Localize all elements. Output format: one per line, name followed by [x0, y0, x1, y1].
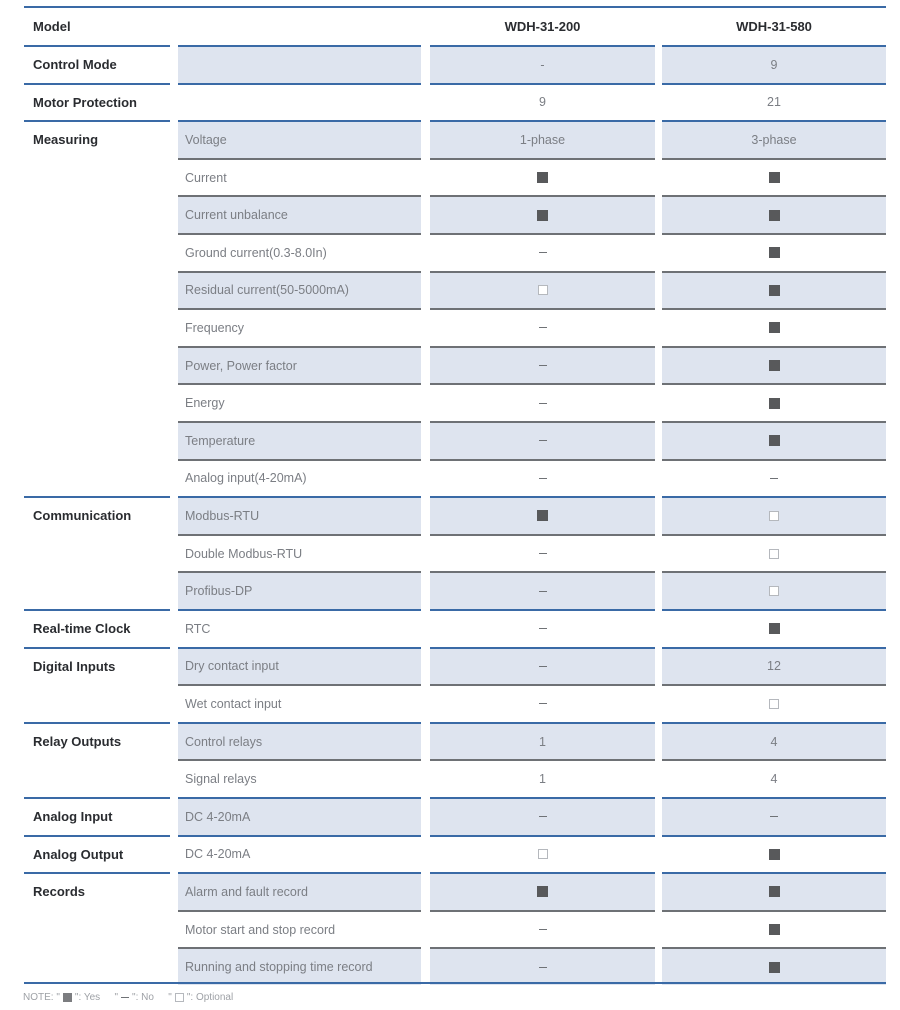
optional-square-icon: [175, 993, 184, 1002]
row-value-model-2: 4: [662, 759, 886, 797]
model-header-label: Model: [33, 19, 71, 34]
row-value-model-2: [662, 233, 886, 271]
no-dash-icon: [539, 703, 547, 704]
row-category: Digital Inputs: [24, 647, 170, 685]
row-value-model-1: [430, 421, 655, 459]
row-value-model-2: 3-phase: [662, 120, 886, 158]
no-dash-icon: [539, 591, 547, 592]
no-dash-icon: [539, 403, 547, 404]
row-feature: Motor start and stop record: [178, 910, 421, 948]
row-value-model-1: [430, 496, 655, 534]
row-category: [24, 195, 170, 233]
row-category: Records: [24, 872, 170, 910]
row-value-model-1: [430, 233, 655, 271]
optional-square-icon: [538, 849, 548, 859]
row-value-model-2: [662, 346, 886, 384]
row-value-model-1: [430, 609, 655, 647]
row-feature: Temperature: [178, 421, 421, 459]
optional-square-icon: [769, 699, 779, 709]
row-value-model-2: [662, 271, 886, 309]
no-dash-icon: [539, 252, 547, 253]
row-category: [24, 271, 170, 309]
row-value-model-2: 4: [662, 722, 886, 760]
row-category: Measuring: [24, 120, 170, 158]
row-value-model-2: [662, 534, 886, 572]
row-feature: Current unbalance: [178, 195, 421, 233]
yes-square-icon: [769, 247, 780, 258]
yes-square-icon: [537, 172, 548, 183]
row-category: [24, 308, 170, 346]
row-value-model-1: [430, 195, 655, 233]
row-category: [24, 947, 170, 985]
row-value-model-2: [662, 910, 886, 948]
row-value-model-1: [430, 158, 655, 196]
yes-square-icon: [769, 172, 780, 183]
model-header-1: WDH-31-200: [504, 19, 581, 34]
row-category: [24, 421, 170, 459]
row-value-model-1: [430, 383, 655, 421]
row-category: [24, 684, 170, 722]
row-feature: DC 4-20mA: [178, 797, 421, 835]
row-feature: Frequency: [178, 308, 421, 346]
no-dash-icon: [539, 365, 547, 366]
row-value-model-2: [662, 421, 886, 459]
yes-square-icon: [769, 435, 780, 446]
row-value-model-2: [662, 947, 886, 985]
yes-square-icon: [769, 849, 780, 860]
row-category: Control Mode: [24, 45, 170, 83]
row-value-model-2: [662, 872, 886, 910]
no-dash-icon: [539, 666, 547, 667]
row-feature: Double Modbus-RTU: [178, 534, 421, 572]
row-value-model-2: [662, 496, 886, 534]
row-feature: Residual current(50-5000mA): [178, 271, 421, 309]
row-value-model-1: [430, 947, 655, 985]
yes-square-icon: [769, 210, 780, 221]
row-value-model-2: [662, 383, 886, 421]
no-dash-icon: [539, 967, 547, 968]
yes-square-icon: [769, 322, 780, 333]
yes-square-icon: [769, 623, 780, 634]
yes-square-icon: [769, 398, 780, 409]
no-dash-icon: [770, 816, 778, 817]
yes-square-icon: [537, 210, 548, 221]
legend-note: NOTE: " ": Yes " ": No " ": Optional: [23, 992, 234, 1003]
row-category: [24, 383, 170, 421]
row-value-model-1: [430, 647, 655, 685]
optional-square-icon: [769, 549, 779, 559]
no-dash-icon: [539, 478, 547, 479]
no-dash-icon: [539, 327, 547, 328]
model-header-2: WDH-31-580: [736, 19, 812, 34]
optional-square-icon: [769, 511, 779, 521]
row-feature: Alarm and fault record: [178, 872, 421, 910]
row-value-model-2: 21: [662, 83, 886, 121]
row-category: Analog Input: [24, 797, 170, 835]
yes-square-icon: [769, 924, 780, 935]
row-category: [24, 158, 170, 196]
table-bottom-rule: [24, 982, 886, 984]
row-category: Motor Protection: [24, 83, 170, 121]
row-feature: Current: [178, 158, 421, 196]
row-value-model-2: 12: [662, 647, 886, 685]
row-feature: Profibus-DP: [178, 571, 421, 609]
no-dash-icon: [539, 628, 547, 629]
row-value-model-2: [662, 459, 886, 497]
row-category: [24, 459, 170, 497]
row-value-model-2: [662, 308, 886, 346]
row-category: [24, 346, 170, 384]
row-feature: Energy: [178, 383, 421, 421]
row-feature: Dry contact input: [178, 647, 421, 685]
row-feature: DC 4-20mA: [178, 835, 421, 873]
optional-square-icon: [769, 586, 779, 596]
yes-square-icon: [537, 510, 548, 521]
yes-square-icon: [537, 886, 548, 897]
row-feature: Analog input(4-20mA): [178, 459, 421, 497]
row-value-model-2: [662, 835, 886, 873]
row-value-model-2: [662, 684, 886, 722]
row-value-model-1: [430, 271, 655, 309]
row-feature: Ground current(0.3-8.0In): [178, 233, 421, 271]
row-value-model-1: 1: [430, 759, 655, 797]
row-value-model-1: [430, 910, 655, 948]
row-value-model-1: 1: [430, 722, 655, 760]
yes-square-icon: [769, 886, 780, 897]
row-category: Communication: [24, 496, 170, 534]
row-value-model-1: 9: [430, 83, 655, 121]
row-feature: Voltage: [178, 120, 421, 158]
row-category: [24, 571, 170, 609]
no-dash-icon: [539, 440, 547, 441]
row-category: [24, 759, 170, 797]
row-value-model-1: [430, 684, 655, 722]
row-value-model-1: [430, 835, 655, 873]
row-category: [24, 233, 170, 271]
row-value-model-1: [430, 797, 655, 835]
row-value-model-1: 1-phase: [430, 120, 655, 158]
row-feature: Signal relays: [178, 759, 421, 797]
row-value-model-1: [430, 872, 655, 910]
row-value-model-2: [662, 609, 886, 647]
row-category: Relay Outputs: [24, 722, 170, 760]
row-value-model-2: [662, 158, 886, 196]
row-value-model-1: [430, 346, 655, 384]
row-feature: Running and stopping time record: [178, 947, 421, 985]
row-feature: RTC: [178, 609, 421, 647]
no-dash-icon: [539, 929, 547, 930]
row-category: Analog Output: [24, 835, 170, 873]
yes-square-icon: [769, 962, 780, 973]
row-feature: [178, 83, 421, 121]
row-value-model-2: [662, 195, 886, 233]
no-dash-icon: [121, 997, 129, 998]
row-value-model-1: [430, 308, 655, 346]
yes-square-icon: [63, 993, 72, 1002]
row-value-model-1: [430, 459, 655, 497]
optional-square-icon: [538, 285, 548, 295]
row-feature: Modbus-RTU: [178, 496, 421, 534]
row-value-model-2: [662, 797, 886, 835]
row-value-model-1: [430, 534, 655, 572]
row-value-model-2: 9: [662, 45, 886, 83]
yes-square-icon: [769, 360, 780, 371]
row-category: [24, 534, 170, 572]
row-feature: Wet contact input: [178, 684, 421, 722]
row-category: [24, 910, 170, 948]
row-feature: Power, Power factor: [178, 346, 421, 384]
row-value-model-1: [430, 571, 655, 609]
yes-square-icon: [769, 285, 780, 296]
row-value-model-1: -: [430, 45, 655, 83]
row-category: Real-time Clock: [24, 609, 170, 647]
row-value-model-2: [662, 571, 886, 609]
no-dash-icon: [539, 816, 547, 817]
no-dash-icon: [770, 478, 778, 479]
row-feature: [178, 45, 421, 83]
no-dash-icon: [539, 553, 547, 554]
row-feature: Control relays: [178, 722, 421, 760]
